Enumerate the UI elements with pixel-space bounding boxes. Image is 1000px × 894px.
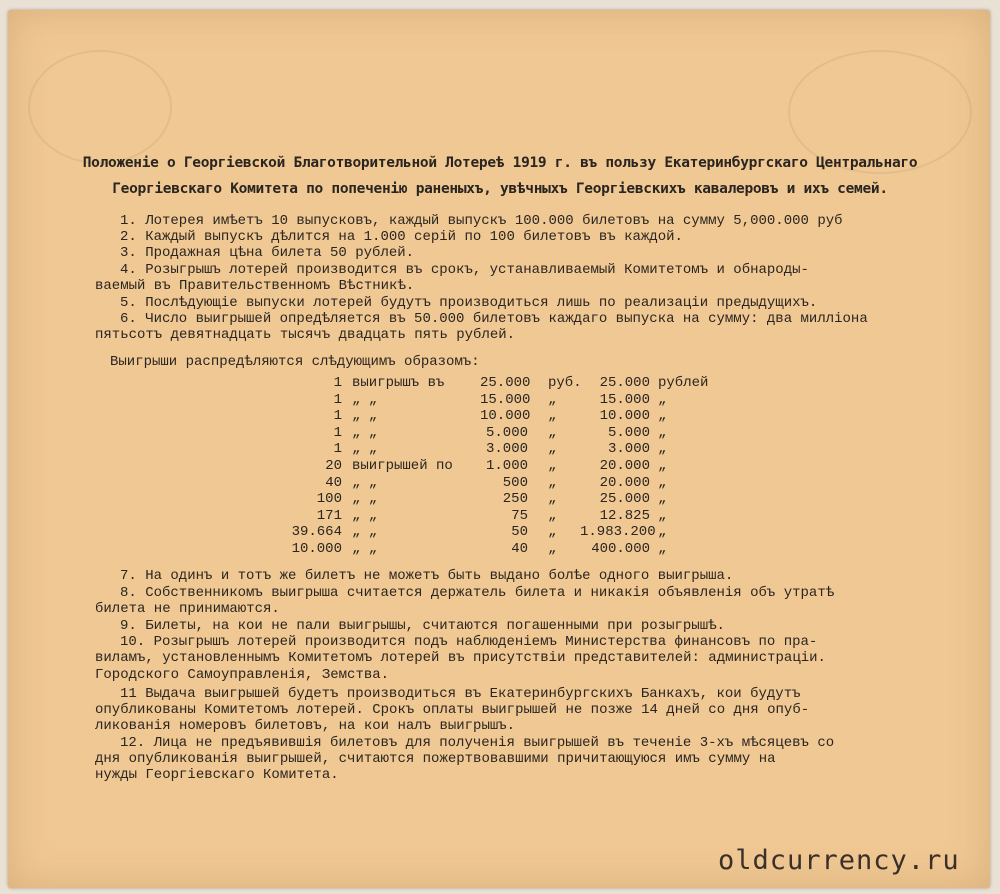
prize-count: 1 bbox=[333, 391, 342, 408]
prize-count: 39.664 bbox=[291, 524, 342, 541]
prize-unit: „ bbox=[658, 507, 667, 524]
prize-word: „ „ bbox=[352, 474, 378, 491]
prize-count: 20 bbox=[325, 458, 342, 474]
prize-total: 10.000 bbox=[599, 408, 650, 425]
prize-total: 12.825 bbox=[599, 507, 650, 524]
prize-word: „ „ bbox=[352, 524, 378, 541]
prize-total: 15.000 bbox=[599, 391, 650, 408]
prize-total: 400.000 bbox=[591, 541, 650, 557]
prize-value: 10.000 bbox=[480, 408, 531, 425]
prize-rub: „ bbox=[548, 441, 557, 458]
prize-unit: „ bbox=[658, 458, 667, 474]
paragraph-line: Выигрыши распредѣляются слѣдующимъ образомъ: bbox=[110, 354, 480, 370]
prize-word: выигрышей по bbox=[352, 458, 453, 474]
prize-total: 25.000 bbox=[599, 375, 650, 391]
prize-count: 1 bbox=[333, 375, 342, 391]
paragraph-line: виламъ, установленнымъ Комитетомъ лотерей въ присутствiи представителей: администрацiи. bbox=[95, 650, 826, 666]
prize-word: „ „ bbox=[352, 441, 378, 458]
paragraph-line: 1. Лотерея имѣетъ 10 выпусковъ, каждый выпускъ 100.000 билетовъ на сумму 5,000.000 руб bbox=[120, 213, 843, 229]
prize-total: 1.983.200 bbox=[580, 524, 656, 541]
prize-unit: „ bbox=[658, 441, 667, 458]
prize-word: „ „ bbox=[352, 491, 378, 508]
paragraph-line: ваемый въ Правительственномъ Вѣстникѣ. bbox=[95, 278, 415, 294]
paragraph-line: 5. Послѣдующiе выпуски лотерей будутъ производиться лишь по реализацiи предыдущихъ. bbox=[120, 295, 818, 311]
prize-value: 50 bbox=[511, 524, 528, 541]
prize-unit: „ bbox=[658, 474, 667, 491]
paragraph-line: Городского Самоуправленiя, Земства. bbox=[95, 667, 390, 683]
prize-unit: „ bbox=[658, 424, 667, 441]
prize-total: 5.000 bbox=[607, 424, 650, 441]
prize-rub: „ bbox=[548, 458, 557, 474]
prize-rub: „ bbox=[548, 408, 557, 425]
prize-value: 15.000 bbox=[480, 391, 531, 408]
prize-value: 1.000 bbox=[485, 458, 528, 474]
prize-count: 1 bbox=[333, 424, 342, 441]
paragraph-line: билета не принимаются. bbox=[95, 601, 280, 617]
paragraph-line: ликованiя номеровъ билетовъ, на кои налъ выигрышъ. bbox=[95, 718, 516, 734]
prize-count: 10.000 bbox=[291, 541, 342, 557]
prize-value: 40 bbox=[511, 541, 528, 557]
prize-total: 3.000 bbox=[607, 441, 650, 458]
prize-unit: „ bbox=[658, 524, 667, 541]
prize-value: 25.000 bbox=[480, 375, 531, 391]
paragraph-line: дня опубликованiя выигрышей, считаются пожертвовавшими причитающуюся имъ сумму на bbox=[95, 751, 776, 767]
prize-word: „ „ bbox=[352, 391, 378, 408]
prize-value: 250 bbox=[502, 491, 528, 508]
paragraph-line: 3. Продажная цѣна билета 50 рублей. bbox=[120, 245, 415, 261]
prize-count: 100 bbox=[316, 491, 342, 508]
prize-unit: рублей bbox=[658, 375, 709, 391]
prize-rub: „ bbox=[548, 474, 557, 491]
prize-value: 3.000 bbox=[485, 441, 528, 458]
prize-value: 5.000 bbox=[485, 424, 528, 441]
prize-count: 40 bbox=[325, 474, 342, 491]
document-title bbox=[60, 150, 940, 202]
prize-rub: „ bbox=[548, 541, 557, 557]
prize-word: „ „ bbox=[352, 408, 378, 425]
paragraph-line: 8. Собственникомъ выигрыша считается держатель билета и никакiя объявленiя объ утратѣ bbox=[120, 585, 835, 601]
paragraph-line: 12. Лица не предъявившiя билетовъ для полученiя выигрышей въ теченiе 3-хъ мѣсяцевъ со bbox=[120, 735, 835, 751]
prize-total: 25.000 bbox=[599, 491, 650, 508]
title-line: Георгiевскаго Комитета по попеченiю раненыхъ, увѣчныхъ Георгiевскихъ кавалеровъ и ихъ семей. bbox=[112, 181, 888, 197]
prize-total: 20.000 bbox=[599, 458, 650, 474]
paragraph-line: 9. Билеты, на кои не пали выигрышы, считаются погашенными при розыгрышѣ. bbox=[120, 618, 725, 634]
prize-word: „ „ bbox=[352, 541, 378, 557]
prize-rub: „ bbox=[548, 424, 557, 441]
prize-unit: „ bbox=[658, 541, 667, 557]
prize-count: 1 bbox=[333, 408, 342, 425]
prize-word: выигрышъ въ bbox=[352, 375, 445, 391]
prize-unit: „ bbox=[658, 491, 667, 508]
title-line: Положенie о Георгiевской Благотворительной Лотереѣ 1919 г. въ пользу Екатеринбургскаго Центральнаго bbox=[82, 155, 918, 171]
paragraph-line: 10. Розыгрышъ лотерей производится подъ наблюденiемъ Министерства финансовъ по пра- bbox=[120, 634, 818, 650]
watermark-text: oldcurrency.ru bbox=[718, 845, 960, 876]
paragraph-line: 11 Выдача выигрышей будетъ производиться въ Екатеринбургскихъ Банкахъ, кои будутъ bbox=[120, 686, 801, 702]
prize-rub: „ bbox=[548, 391, 557, 408]
prize-count: 1 bbox=[333, 441, 342, 458]
prize-value: 500 bbox=[502, 474, 528, 491]
prize-unit: „ bbox=[658, 391, 667, 408]
prize-rub: руб. bbox=[548, 375, 582, 391]
prize-total: 20.000 bbox=[599, 474, 650, 491]
prize-word: „ „ bbox=[352, 424, 378, 441]
prize-rub: „ bbox=[548, 524, 557, 541]
paragraph-line: опубликованы Комитетомъ лотерей. Срокъ оплаты выигрышей не позже 14 дней со дня опуб- bbox=[95, 702, 810, 718]
prize-value: 75 bbox=[511, 507, 528, 524]
prize-word: „ „ bbox=[352, 507, 378, 524]
paragraph-line: 2. Каждый выпускъ дѣлится на 1.000 серiй по 100 билетовъ въ каждой. bbox=[120, 229, 683, 245]
prize-unit: „ bbox=[658, 408, 667, 425]
paragraph-line: пятьсотъ девятнадцать тысячъ двадцать пять рублей. bbox=[95, 327, 516, 343]
prize-count: 171 bbox=[316, 507, 342, 524]
prize-rub: „ bbox=[548, 491, 557, 508]
prize-rub: „ bbox=[548, 507, 557, 524]
paragraph-line: 7. На одинъ и тотъ же билетъ не можетъ быть выдано болѣе одного выигрыша. bbox=[120, 568, 734, 584]
paragraph-line: 6. Число выигрышей опредѣляется въ 50.000 билетовъ каждаго выпуска на сумму: два миллiона bbox=[120, 311, 868, 327]
paragraph-line: нужды Георгiевскаго Комитета. bbox=[95, 767, 339, 783]
paragraph-line: 4. Розыгрышъ лотерей производится въ срокъ, устанавливаемый Комитетомъ и обнароды- bbox=[120, 262, 809, 278]
